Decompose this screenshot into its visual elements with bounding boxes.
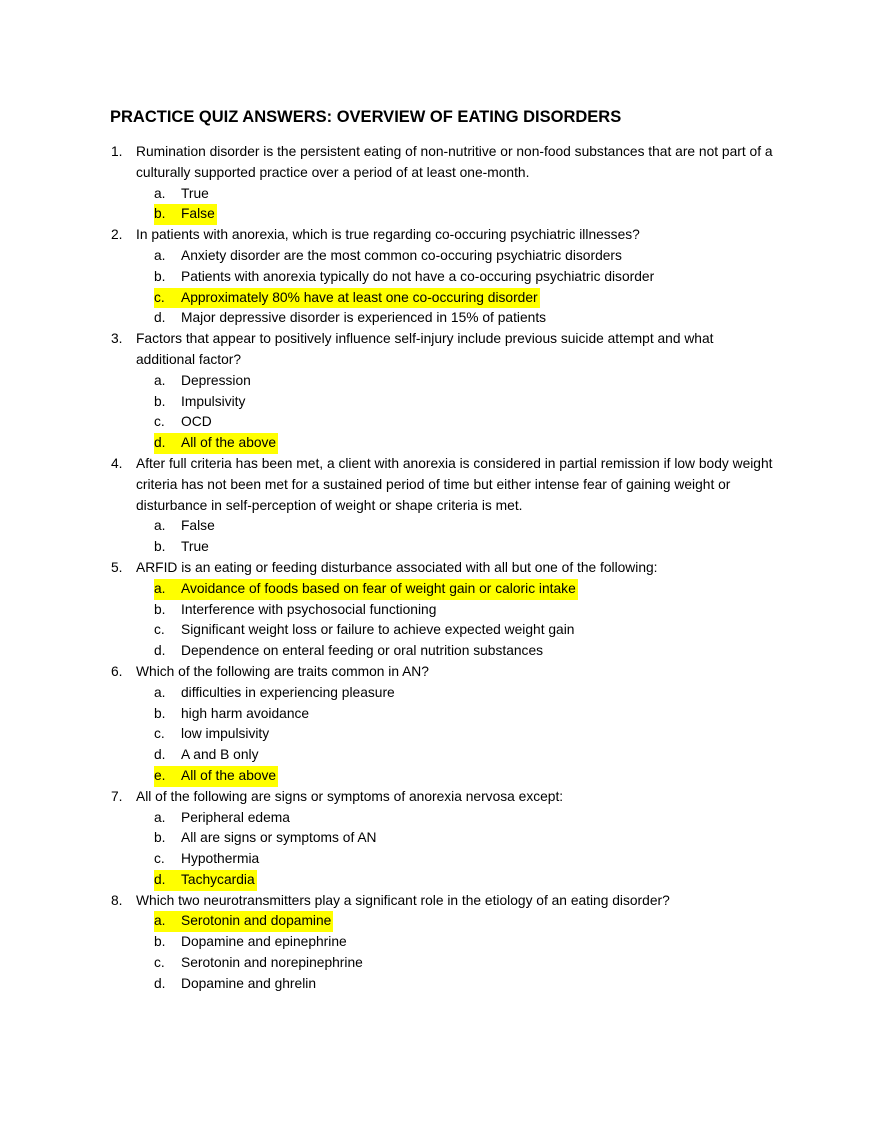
option-text: Approximately 80% have at least one co-occuring disorder (181, 289, 538, 305)
question-text: Rumination disorder is the persistent eating of non-nutritive or non-food substances that are not part of a culturally supported practice over a period of at least one-month. (136, 144, 773, 180)
option-text: Hypothermia (181, 851, 260, 867)
answer-option (0, 392, 880, 413)
option-text: Avoidance of foods based on fear of weight gain or caloric intake (181, 580, 576, 596)
answer-option (0, 412, 880, 433)
answer-option (0, 600, 880, 621)
option-text: All of the above (181, 767, 277, 783)
option-letter: a. (154, 809, 166, 825)
question-number: 8. (111, 892, 123, 908)
question-1 (0, 142, 880, 225)
option-letter: b. (154, 268, 166, 284)
question-4 (0, 454, 880, 558)
answer-option (0, 724, 880, 745)
option-letter: d. (154, 975, 166, 991)
answer-option (0, 704, 880, 725)
answer-option-content (154, 246, 624, 267)
question-6 (0, 662, 880, 787)
question-text: Factors that appear to positively influence self-injury include previous suicide attempt and what additional factor? (136, 331, 714, 367)
question-text: All of the following are signs or symptoms of anorexia nervosa except: (136, 788, 564, 804)
answer-option-content (154, 308, 548, 329)
answer-option (0, 433, 880, 454)
option-text: All of the above (181, 435, 277, 451)
correct-answer-highlight (154, 579, 578, 600)
answer-option-content (154, 724, 271, 745)
question-3 (0, 329, 880, 454)
question-number: 6. (111, 663, 123, 679)
option-letter: a. (154, 372, 166, 388)
option-text: True (181, 185, 209, 201)
answer-option (0, 808, 880, 829)
option-letter: c. (154, 622, 165, 638)
correct-answer-highlight (154, 911, 333, 932)
option-letter: b. (154, 830, 166, 846)
option-letter: b. (154, 539, 166, 555)
correct-answer-highlight (154, 288, 540, 309)
option-letter: a. (154, 518, 166, 534)
answer-option (0, 579, 880, 600)
answer-option (0, 537, 880, 558)
answer-option-content (154, 184, 211, 205)
option-text: low impulsivity (181, 726, 270, 742)
answer-option-content (154, 932, 349, 953)
answer-option (0, 184, 880, 205)
answer-option (0, 516, 880, 537)
option-letter: c. (154, 851, 165, 867)
answer-option (0, 204, 880, 225)
answer-option (0, 953, 880, 974)
option-letter: a. (154, 913, 166, 929)
option-text: Tachycardia (181, 871, 255, 887)
answer-option-content (154, 808, 292, 829)
option-letter: d. (154, 747, 166, 763)
answer-option (0, 288, 880, 309)
correct-answer-highlight (154, 870, 257, 891)
question-number: 7. (111, 788, 123, 804)
answer-option (0, 683, 880, 704)
option-text: Dopamine and epinephrine (181, 934, 347, 950)
answer-option-content (154, 953, 365, 974)
question-number: 2. (111, 227, 123, 243)
question-2 (0, 225, 880, 329)
option-letter: a. (154, 580, 166, 596)
question-number: 3. (111, 331, 123, 347)
option-text: Serotonin and norepinephrine (181, 955, 363, 971)
option-text: high harm avoidance (181, 705, 310, 721)
option-text: True (181, 539, 209, 555)
answer-option (0, 641, 880, 662)
option-text: Major depressive disorder is experienced in 15% of patients (181, 310, 547, 326)
answer-option (0, 308, 880, 329)
option-text: Dependence on enteral feeding or oral nutrition substances (181, 643, 544, 659)
option-text: Peripheral edema (181, 809, 290, 825)
question-text: Which two neurotransmitters play a significant role in the etiology of an eating disorder? (136, 892, 670, 908)
answer-option (0, 371, 880, 392)
option-text: Anxiety disorder are the most common co-occuring psychiatric disorders (181, 247, 622, 263)
answer-option (0, 828, 880, 849)
answer-option-content (154, 704, 311, 725)
answer-option (0, 870, 880, 891)
question-number: 5. (111, 559, 123, 575)
option-letter: a. (154, 247, 166, 263)
question-7 (0, 787, 880, 891)
option-text: All are signs or symptoms of AN (181, 830, 377, 846)
correct-answer-highlight (154, 204, 217, 225)
option-text: Patients with anorexia typically do not have a co-occuring psychiatric disorder (181, 268, 655, 284)
option-letter: c. (154, 414, 165, 430)
question-number: 4. (111, 455, 123, 471)
answer-option (0, 620, 880, 641)
answer-option-content (154, 974, 318, 995)
correct-answer-highlight (154, 433, 278, 454)
question-text: ARFID is an eating or feeding disturbance associated with all but one of the following: (136, 559, 658, 575)
answer-option (0, 932, 880, 953)
question-text: In patients with anorexia, which is true regarding co-occuring psychiatric illnesses? (136, 227, 640, 243)
answer-option (0, 849, 880, 870)
answer-option-content (154, 849, 261, 870)
answer-option (0, 911, 880, 932)
answer-option-content (154, 516, 217, 537)
answer-option-content (154, 620, 576, 641)
option-text: Depression (181, 372, 251, 388)
answer-option-content (154, 745, 260, 766)
option-letter: e. (154, 767, 166, 783)
page-title: PRACTICE QUIZ ANSWERS: OVERVIEW OF EATING DISORDERS (110, 108, 622, 126)
answer-option (0, 246, 880, 267)
option-letter: c. (154, 726, 165, 742)
answer-option (0, 766, 880, 787)
option-letter: a. (154, 185, 166, 201)
option-text: A and B only (181, 747, 259, 763)
option-letter: b. (154, 601, 166, 617)
option-text: Interference with psychosocial functioning (181, 601, 437, 617)
option-letter: d. (154, 435, 166, 451)
option-text: False (181, 518, 215, 534)
answer-option (0, 974, 880, 995)
option-text: OCD (181, 414, 212, 430)
question-text: After full criteria has been met, a client with anorexia is considered in partial remission if low body weight criteria has not been met for a sustained period of time but either intense fear of gaining weight or disturbance in self-perception of weight or shape criteria is met. (136, 455, 773, 513)
answer-option-content (154, 828, 379, 849)
question-5 (0, 558, 880, 662)
option-text: Dopamine and ghrelin (181, 975, 316, 991)
option-text: False (181, 206, 215, 222)
question-number: 1. (111, 144, 123, 159)
answer-option (0, 267, 880, 288)
option-text: Serotonin and dopamine (181, 913, 332, 929)
option-letter: b. (154, 705, 166, 721)
option-letter: b. (154, 393, 166, 409)
option-letter: d. (154, 643, 166, 659)
answer-option-content (154, 267, 656, 288)
option-letter: a. (154, 684, 166, 700)
question-text: Which of the following are traits common in AN? (136, 663, 429, 679)
correct-answer-highlight (154, 766, 278, 787)
answer-option-content (154, 392, 247, 413)
answer-option-content (154, 537, 211, 558)
option-letter: b. (154, 934, 166, 950)
question-8 (0, 891, 880, 995)
option-text: Impulsivity (181, 393, 246, 409)
option-letter: d. (154, 310, 166, 326)
answer-option-content (154, 412, 214, 433)
answer-option-content (154, 371, 253, 392)
answer-option (0, 745, 880, 766)
answer-option-content (154, 683, 397, 704)
option-text: Significant weight loss or failure to achieve expected weight gain (181, 622, 575, 638)
answer-option-content (154, 600, 438, 621)
answer-option-content (154, 641, 545, 662)
option-letter: b. (154, 206, 166, 222)
option-letter: d. (154, 871, 166, 887)
option-letter: c. (154, 289, 165, 305)
option-letter: c. (154, 955, 165, 971)
option-text: difficulties in experiencing pleasure (181, 684, 395, 700)
quiz-list (0, 142, 880, 995)
